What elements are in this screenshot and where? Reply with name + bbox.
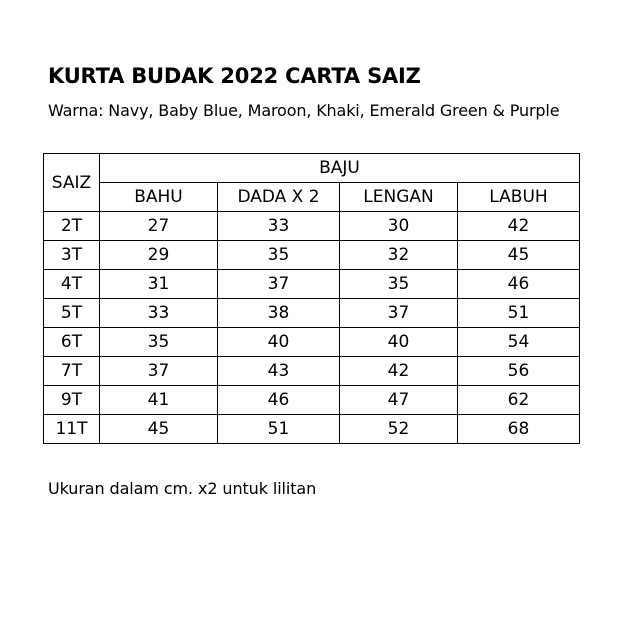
cell-bahu: 37 [100,357,218,386]
cell-bahu: 31 [100,270,218,299]
table-row [44,328,580,357]
cell-bahu: 35 [100,328,218,357]
cell-labuh: 45 [458,241,580,270]
cell-size: 6T [44,328,100,357]
cell-dada: 51 [218,415,340,444]
cell-labuh: 46 [458,270,580,299]
cell-dada: 37 [218,270,340,299]
cell-size: 5T [44,299,100,328]
table-body [44,212,580,444]
table-row [44,299,580,328]
cell-dada: 35 [218,241,340,270]
cell-bahu: 27 [100,212,218,241]
cell-dada: 40 [218,328,340,357]
cell-dada: 38 [218,299,340,328]
cell-labuh: 56 [458,357,580,386]
header-group-baju: BAJU [100,154,580,183]
cell-lengan: 52 [340,415,458,444]
cell-size: 9T [44,386,100,415]
cell-bahu: 33 [100,299,218,328]
table-row [44,415,580,444]
table-row [44,270,580,299]
cell-lengan: 35 [340,270,458,299]
table-row [44,357,580,386]
cell-size: 11T [44,415,100,444]
cell-lengan: 30 [340,212,458,241]
cell-bahu: 41 [100,386,218,415]
cell-lengan: 47 [340,386,458,415]
header-lengan: LENGAN [340,183,458,212]
cell-lengan: 32 [340,241,458,270]
header-size: SAIZ [44,154,100,212]
header-row-group [44,154,580,183]
cell-dada: 33 [218,212,340,241]
table-row [44,212,580,241]
cell-lengan: 37 [340,299,458,328]
cell-lengan: 42 [340,357,458,386]
header-labuh: LABUH [458,183,580,212]
cell-size: 2T [44,212,100,241]
cell-labuh: 68 [458,415,580,444]
cell-bahu: 45 [100,415,218,444]
size-chart-table [43,153,580,444]
cell-size: 3T [44,241,100,270]
color-options-text: Warna: Navy, Baby Blue, Maroon, Khaki, Emerald Green & Purple [48,101,560,120]
cell-lengan: 40 [340,328,458,357]
cell-size: 4T [44,270,100,299]
cell-bahu: 29 [100,241,218,270]
cell-size: 7T [44,357,100,386]
measurement-note: Ukuran dalam cm. x2 untuk lilitan [48,479,317,498]
table-row [44,241,580,270]
table-row [44,386,580,415]
cell-labuh: 51 [458,299,580,328]
table-header [44,154,580,212]
header-bahu: BAHU [100,183,218,212]
cell-dada: 43 [218,357,340,386]
header-dada: DADA X 2 [218,183,340,212]
cell-labuh: 62 [458,386,580,415]
chart-title: KURTA BUDAK 2022 CARTA SAIZ [48,64,421,88]
cell-dada: 46 [218,386,340,415]
cell-labuh: 42 [458,212,580,241]
cell-labuh: 54 [458,328,580,357]
header-row-columns [44,183,580,212]
